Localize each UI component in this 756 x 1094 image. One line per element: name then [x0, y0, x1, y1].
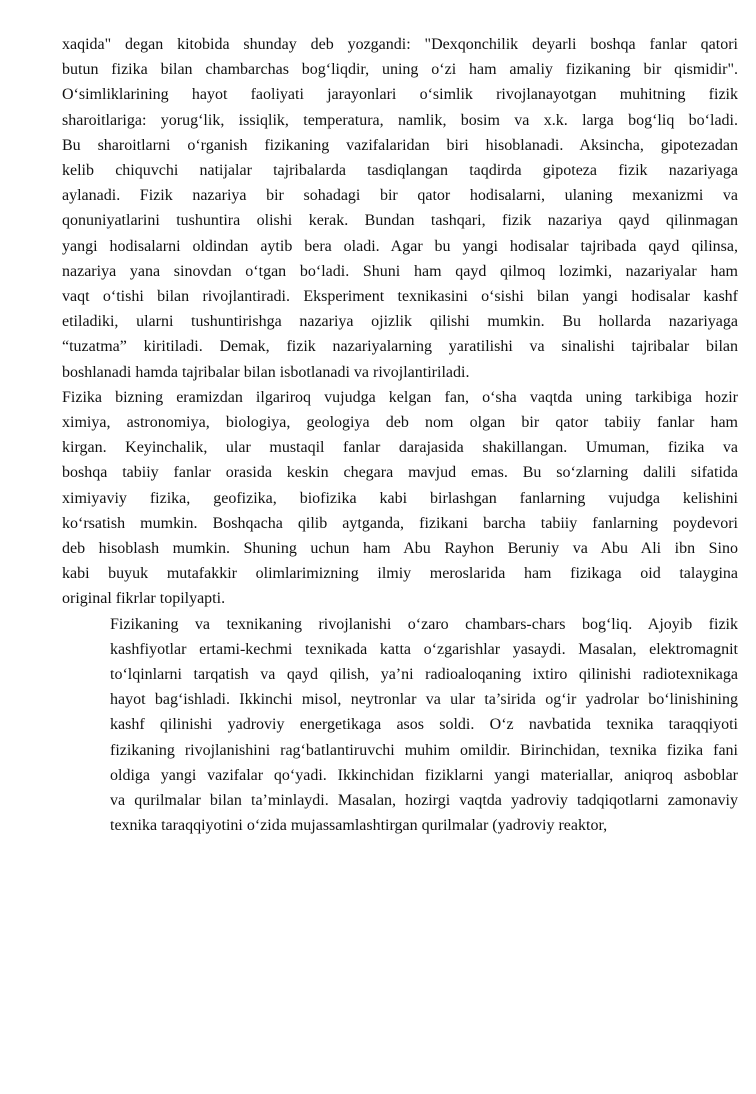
text-line: kashfiyotlar ertami-kechmi texnikada katta o‘zgarishlar yasaydi. Masalan, elektromagnit [110, 640, 738, 658]
text-line: deb hisoblash mumkin. Shuning uchun ham Abu Rayhon Beruniy va Abu Ali ibn Sino [62, 540, 738, 558]
text-line: kirgan. Keyinchalik, ular mustaqil fanlar darajasida shakillangan. Umuman, fizika va [62, 439, 738, 457]
text-line: xaqida" degan kitobida shunday deb yozgandi: "Dexqonchilik deyarli boshqa fanlar qatori [62, 36, 738, 53]
text-line: kashf qilinishi yadroviy energetikaga asos soldi. O‘z navbatida texnika taraqqiyoti [110, 716, 738, 734]
text-line: Fizikaning va texnikaning rivojlanishi o‘zaro chambars-chars bog‘liq. Ajoyib fizik [110, 615, 738, 633]
paragraph [62, 385, 738, 612]
text-line: aylanadi. Fizik nazariya bir sohadagi bir qator hodisalarni, ulaning mexanizmi va [62, 187, 738, 205]
text-line: yangi hodisalarni oldindan aytib bera oladi. Agar bu yangi hodisalar tajribada qayd qilinsa, [62, 237, 738, 255]
text-line: oldiga yangi vazifalar qo‘yadi. Ikkinchidan fiziklarni yangi materiallar, aniqroq asboblar [110, 766, 738, 784]
text-line: boshqa tabiiy fanlar orasida keskin chegara mavjud emas. Bu so‘zlarning dalili sifatida [62, 464, 738, 482]
text-line: “tuzatma” kiritiladi. Demak, fizik nazariyalarning yaratilishi va sinalishi tajribalar bilan [62, 338, 738, 356]
text-line: ximiya, astronomiya, biologiya, geologiya deb nom olgan bir qator tabiiy fanlar ham [62, 414, 738, 432]
text-line: fizikaning rivojlanishini rag‘batlantiruvchi muhim omildir. Birinchidan, texnika fizika fani [110, 741, 738, 759]
document-body [62, 32, 738, 839]
text-line: Fizika bizning eramizdan ilgariroq vujudga kelgan fan, o‘sha vaqtda uning tarkibiga hozir [62, 388, 738, 406]
text-line: ko‘rsatish mumkin. Boshqacha qilib aytganda, fizikani barcha tabiiy fanlarning poydevori [62, 514, 738, 532]
text-line: qonuniyatlarini tushuntira olishi kerak. Bundan tashqari, fizik nazariya qayd qilinmagan [62, 212, 738, 230]
text-line: va qurilmalar bilan ta’minlaydi. Masalan, hozirgi vaqtda yadroviy tadqiqotlarni zamonaviy [110, 792, 738, 810]
text-line: boshlanadi hamda tajribalar bilan isbotlanadi va rivojlantiriladi. [62, 363, 470, 381]
text-line: nazariya yana sinovdan o‘tgan bo‘ladi. Shuni ham qayd qilmoq lozimki, nazariyalar ham [62, 262, 738, 280]
text-line: original fikrlar topilyapti. [62, 590, 226, 608]
text-line: vaqt o‘tishi bilan rivojlantiradi. Eksperiment texnikasini o‘sishi bilan yangi hodisalar kashf [62, 288, 738, 306]
text-line: etiladiki, ularni tushuntirishga nazariya ojizlik qilishi mumkin. Bu hollarda nazariyaga [62, 313, 738, 331]
text-line: to‘lqinlarni tarqatish va qayd qilish, ya’ni radioaloqaning ixtiro qilinishi radiotexnikaga [110, 666, 738, 684]
text-line: O‘simliklarining hayot faoliyati jarayonlari o‘simlik rivojlanayotgan muhitning fizik [62, 86, 738, 104]
text-line: kabi buyuk mutafakkir olimlarimizning ilmiy meroslarida ham fizikaga oid talaygina [62, 565, 738, 583]
paragraph [62, 612, 738, 839]
text-line: hayot bag‘ishladi. Ikkinchi misol, neytronlar va ular ta’sirida og‘ir yadrolar bo‘linishining [110, 691, 738, 709]
text-line: kelib chiquvchi natijalar tajribalarda tasdiqlangan taqdirda gipoteza fizik nazariyaga [62, 162, 738, 180]
text-line: texnika taraqqiyotini o‘zida mujassamlashtirgan qurilmalar (yadroviy reaktor, [110, 817, 608, 835]
text-line: ximiyaviy fizika, geofizika, biofizika kabi birlashgan fanlarning vujudga kelishini [62, 489, 738, 507]
text-line: Bu sharoitlarni o‘rganish fizikaning vazifalaridan biri hisoblanadi. Aksincha, gipotezadan [62, 136, 738, 154]
paragraph [62, 32, 738, 385]
text-line: sharoitlariga: yorug‘lik, issiqlik, temperatura, namlik, bosim va x.k. larga bog‘liq bo‘ladi. [62, 111, 738, 129]
text-line: butun fizika bilan chambarchas bog‘liqdir, uning o‘zi ham amaliy fizikaning bir qismidir". [62, 61, 738, 79]
